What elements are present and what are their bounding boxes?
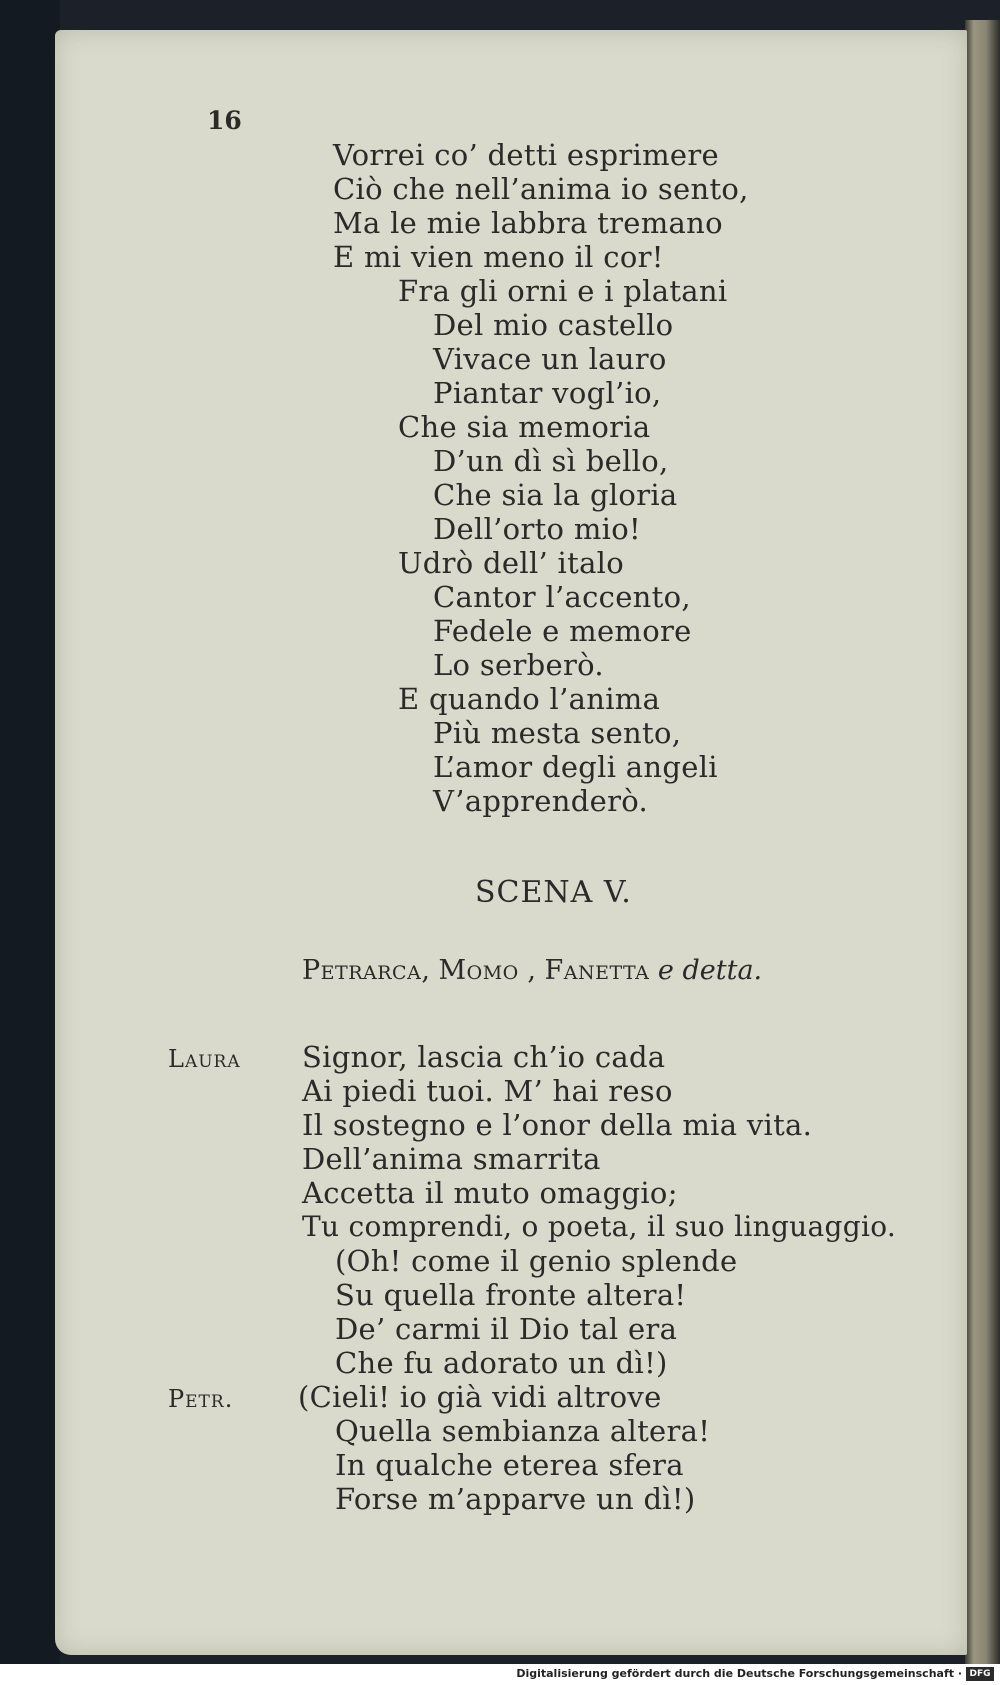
verse-line: Che sia memoria [398, 410, 651, 444]
verse-line: Ciò che nell’anima io sento, [333, 172, 749, 206]
cast-conjunction: e detta. [649, 955, 763, 986]
cast-name: Momo [438, 955, 519, 986]
verse-line: Vivace un lauro [433, 342, 667, 376]
verse-line: (Oh! come il genio splende [335, 1244, 738, 1278]
verse-line: Quella sembianza altera! [335, 1414, 711, 1448]
verse-line: Dell’orto mio! [433, 512, 641, 546]
verse-line: Ma le mie labbra tremano [333, 206, 723, 240]
verse-line: Forse m’apparve un dì!) [335, 1482, 696, 1516]
footer-credit: Digitalisierung gefördert durch die Deutsche Forschungsgemeinschaft · [516, 1667, 962, 1680]
verse-line: Il sostegno e l’onor della mia vita. [302, 1108, 813, 1142]
verse-line: Cantor l’accento, [433, 580, 691, 614]
verse-line: Udrò dell’ italo [398, 546, 625, 580]
verse-line: Fra gli orni e i platani [398, 274, 728, 308]
verse-line: V’apprenderò. [433, 784, 648, 818]
verse-line: Piantar vogl’io, [433, 376, 662, 410]
cast-separator: , [518, 955, 545, 986]
verse-line: In qualche eterea sfera [335, 1448, 684, 1482]
scene-heading: SCENA V. [475, 875, 632, 910]
cast-name: Petrarca [302, 955, 422, 986]
verse-line: Che sia la gloria [433, 478, 678, 512]
cast-separator: , [421, 955, 439, 986]
verse-line: Più mesta sento, [433, 716, 682, 750]
speaker-label-laura: Laura [168, 1045, 241, 1073]
verse-line: Accetta il muto omaggio; [302, 1176, 678, 1210]
verse-line: (Cieli! io già vidi altrove [298, 1380, 662, 1414]
verse-line: Fedele e memore [433, 614, 692, 648]
speaker-label-petr: Petr. [168, 1385, 234, 1413]
verse-line: Del mio castello [433, 308, 674, 342]
dfg-logo: DFG [966, 1667, 994, 1681]
verse-line: Signor, lascia ch’io cada [302, 1040, 666, 1074]
page-number: 16 [207, 106, 242, 135]
book-page [55, 30, 967, 1655]
verse-line: Su quella fronte altera! [335, 1278, 687, 1312]
verse-line: E quando l’anima [398, 682, 661, 716]
verse-line: Che fu adorato un dì!) [335, 1346, 668, 1380]
verse-line: Lo serberò. [433, 648, 604, 682]
digitization-footer [0, 1664, 1000, 1685]
verse-line: Dell’anima smarrita [302, 1142, 601, 1176]
verse-line: E mi vien meno il cor! [333, 240, 664, 274]
verse-line: D’un dì sì bello, [433, 444, 669, 478]
cast-list [302, 955, 762, 986]
book-page-edge [965, 20, 1000, 1665]
verse-line: L’amor degli angeli [433, 750, 718, 784]
verse-line: Ai piedi tuoi. M’ hai reso [302, 1074, 673, 1108]
verse-line: Tu comprendi, o poeta, il suo linguaggio. [302, 1210, 897, 1243]
verse-line: De’ carmi il Dio tal era [335, 1312, 678, 1346]
book-cover-left [0, 0, 60, 1685]
cast-name: Fanetta [544, 955, 650, 986]
verse-line: Vorrei co’ detti esprimere [333, 138, 720, 172]
